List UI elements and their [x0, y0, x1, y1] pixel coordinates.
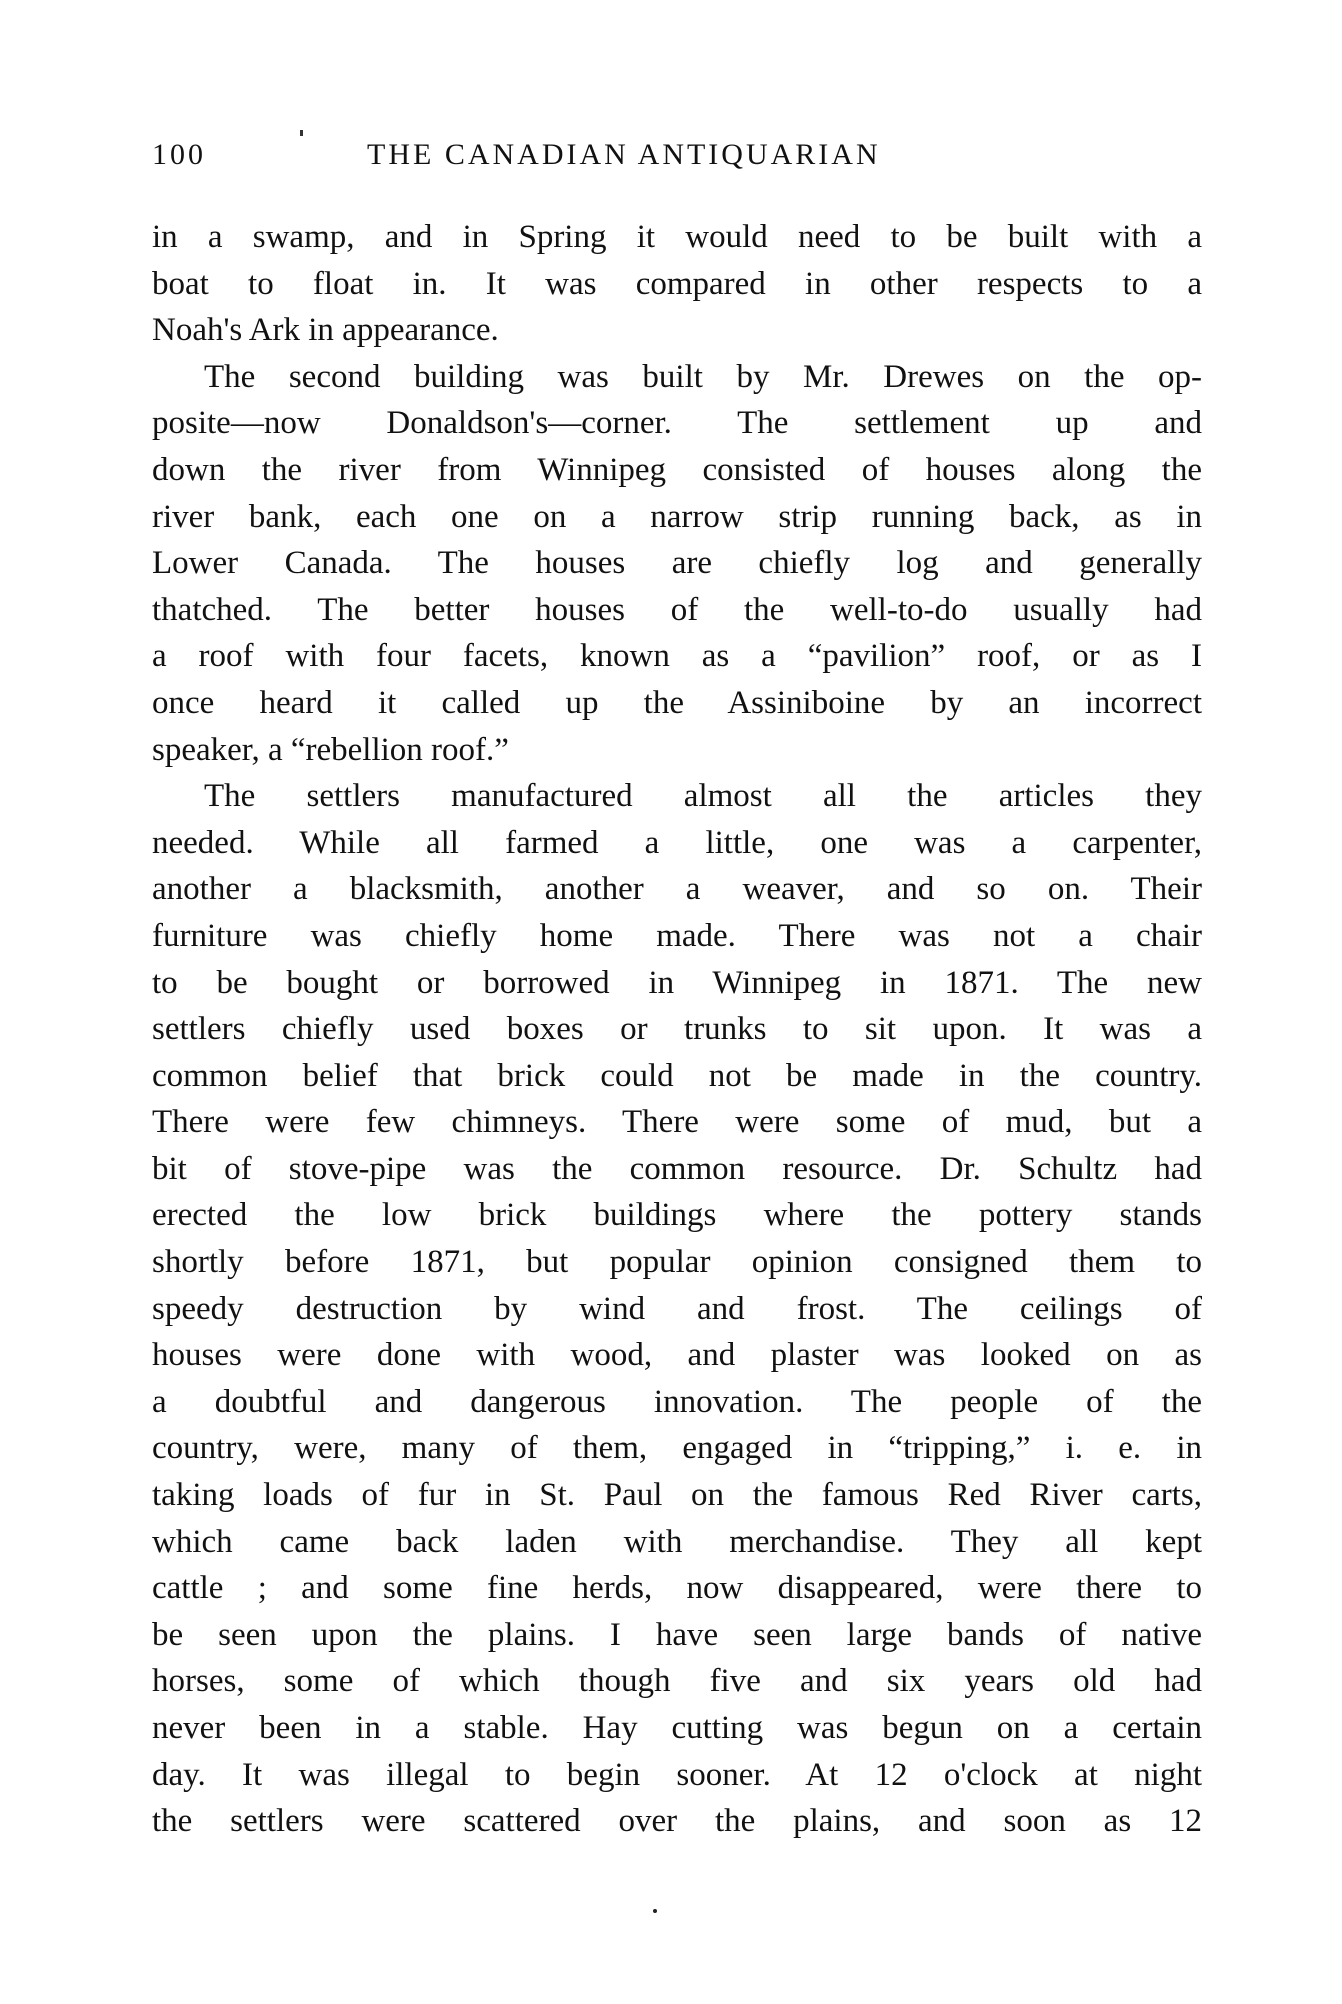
text-line: Lower Canada. The houses are chiefly log and generally	[152, 545, 1202, 582]
text-line: furniture was chiefly home made. There was not a chair	[152, 917, 1202, 954]
text-line: needed. While all farmed a little, one was a carpenter,	[152, 824, 1202, 861]
text-line: settlers chiefly used boxes or trunks to sit upon. It was a	[152, 1011, 1202, 1048]
text-line: shortly before 1871, but popular opinion consigned them to	[152, 1244, 1202, 1281]
text-line: another a blacksmith, another a weaver, and so on. Their	[152, 871, 1202, 908]
text-line: common belief that brick could not be made in the country.	[152, 1057, 1202, 1094]
text-line: speedy destruction by wind and frost. The ceilings of	[152, 1290, 1202, 1327]
print-speck	[653, 1909, 657, 1913]
text-line: a doubtful and dangerous innovation. The people of the	[152, 1383, 1202, 1420]
text-line: taking loads of fur in St. Paul on the famous Red River carts,	[152, 1477, 1202, 1514]
text-line: There were few chimneys. There were some of mud, but a	[152, 1104, 1202, 1141]
text-line: in a swamp, and in Spring it would need to be built with a	[152, 219, 1202, 255]
running-title: THE CANADIAN ANTIQUARIAN	[367, 138, 881, 171]
text-line: speaker, a “rebellion roof.”	[152, 731, 509, 768]
text-line: cattle ; and some fine herds, now disappeared, were there to	[152, 1570, 1202, 1607]
text-line: country, were, many of them, engaged in “tripping,” i. e. in	[152, 1430, 1202, 1467]
text-line: thatched. The better houses of the well-to-do usually had	[152, 591, 1202, 628]
text-line: bit of stove-pipe was the common resource. Dr. Schultz had	[152, 1150, 1202, 1187]
text-line: The second building was built by Mr. Drewes on the op-	[204, 358, 1202, 395]
text-line: river bank, each one on a narrow strip running back, as in	[152, 498, 1202, 535]
book-page	[152, 118, 1202, 1845]
text-line: Noah's Ark in appearance.	[152, 312, 499, 349]
page-number: 100	[152, 138, 206, 171]
text-line: erected the low brick buildings where the pottery stands	[152, 1197, 1202, 1234]
text-line: never been in a stable. Hay cutting was begun on a certain	[152, 1710, 1202, 1746]
body-text	[152, 214, 1202, 1845]
text-line: down the river from Winnipeg consisted of houses along the	[152, 451, 1202, 488]
text-line: which came back laden with merchandise. They all kept	[152, 1523, 1202, 1560]
text-line: posite—now Donaldson's—corner. The settlement up and	[152, 405, 1202, 442]
text-line: to be bought or borrowed in Winnipeg in 1871. The new	[152, 964, 1202, 1001]
text-line: horses, some of which though five and six years old had	[152, 1663, 1202, 1700]
text-line: The settlers manufactured almost all the articles they	[204, 778, 1202, 815]
text-line: the settlers were scattered over the plains, and soon as 12	[152, 1803, 1202, 1840]
text-line: houses were done with wood, and plaster was looked on as	[152, 1337, 1202, 1374]
text-line: a roof with four facets, known as a “pavilion” roof, or as I	[152, 638, 1202, 675]
text-line: boat to float in. It was compared in other respects to a	[152, 265, 1202, 302]
text-line: once heard it called up the Assiniboine by an incorrect	[152, 684, 1202, 721]
text-line: day. It was illegal to begin sooner. At 12 o'clock at night	[152, 1756, 1202, 1793]
text-line: be seen upon the plains. I have seen large bands of native	[152, 1616, 1202, 1653]
running-head	[152, 118, 1202, 178]
